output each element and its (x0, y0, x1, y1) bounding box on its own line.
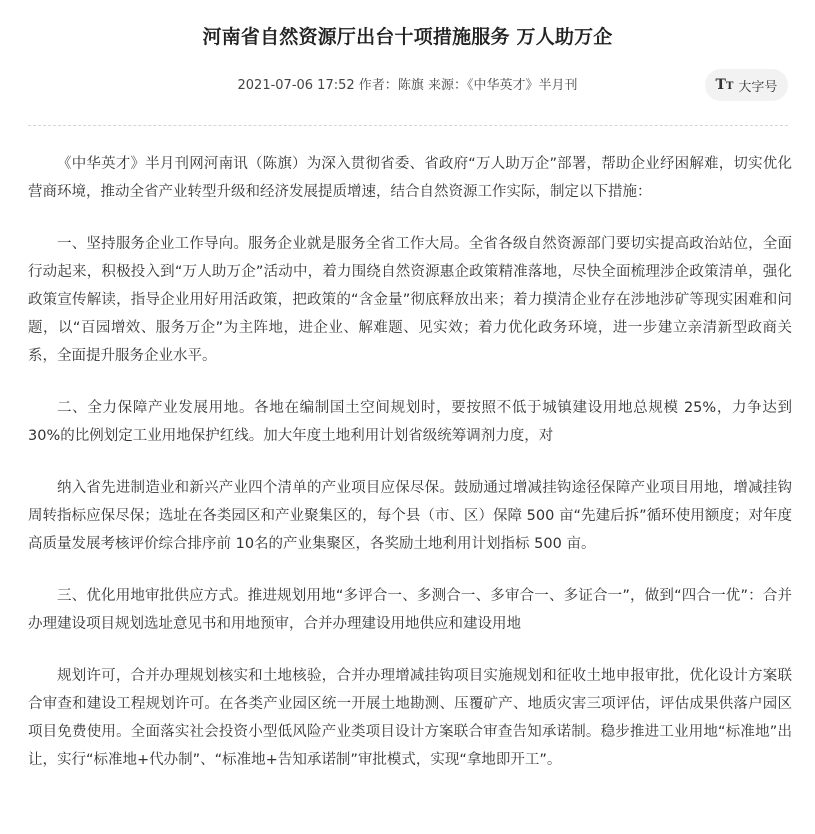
header-divider (28, 125, 788, 126)
font-size-toggle-label: 大字号 (738, 79, 778, 95)
paragraph: 纳入省先进制造业和新兴产业四个清单的产业项目应保尽保。鼓励通过增减挂钩途径保障产业项目用地，增减挂钩周转指标应保尽保；选址在各类园区和产业聚集区的，每个县（市、区）保障 500 亩“先建后拆”循环使用额度；对年度高质量发展考核评价综合排序前 10名的产业集聚区，各奖励土地利用计划指标 500 亩。 (28, 480, 792, 552)
article-body (28, 150, 792, 798)
paragraph: 三、优化用地审批供应方式。推进规划用地“多评合一、多测合一、多审合一、多证合一”，做到“四合一优”：合并办理建设项目规划选址意见书和用地预审，合并办理建设用地供应和建设用地 (28, 588, 792, 632)
paragraph: 二、全力保障产业发展用地。各地在编制国土空间规划时，要按照不低于城镇建设用地总规模 25%，力争达到 30%的比例划定工业用地保护红线。加大年度土地利用计划省级统筹调剂力度，对 (28, 400, 792, 444)
source-name: 《中华英才》半月刊 (466, 78, 578, 93)
article-meta (0, 74, 815, 93)
text-size-icon: TT (715, 77, 734, 93)
paragraph: 一、坚持服务企业工作导向。服务企业就是服务全省工作大局。全省各级自然资源部门要切实提高政治站位，全面行动起来，积极投入到“万人助万企”活动中，着力围绕自然资源惠企政策精准落地，尽快全面梳理涉企政策清单，强化政策宣传解读，指导企业用好用活政策，把政策的“含金量”彻底释放出来；着力摸清企业存在涉地涉矿等现实困难和问题，以“百园增效、服务万企”为主阵地，进企业、解难题、见实效；着力优化政务环境，进一步建立亲清新型政商关系，全面提升服务企业水平。 (28, 236, 792, 364)
paragraph: 规划许可，合并办理规划核实和土地核验，合并办理增减挂钩项目实施规划和征收土地申报审批，优化设计方案联合审查和建设工程规划许可。在各类产业园区统一开展土地勘测、压覆矿产、地质灾害三项评估，评估成果供落户园区项目免费使用。全面落实社会投资小型低风险产业类项目设计方案联合审查告知承诺制。稳步推进工业用地“标准地”出让，实行“标准地+代办制”、“标准地+告知承诺制”审批模式，实现“拿地即开工”。 (28, 668, 792, 768)
author-label: 作者： (358, 78, 398, 93)
source-label: 来源： (427, 78, 467, 93)
author-name: 陈旗 (397, 78, 424, 93)
paragraph: 《中华英才》半月刊网河南讯（陈旗）为深入贯彻省委、省政府“万人助万企”部署，帮助企业纾困解难，切实优化营商环境，推动全省产业转型升级和经济发展提质增速，结合自然资源工作实际，制定以下措施： (28, 156, 792, 200)
font-size-toggle-button[interactable] (705, 69, 788, 101)
publish-datetime: 2021-07-06 17:52 (237, 78, 355, 93)
article-title: 河南省自然资源厅出台十项措施服务 万人助万企 (202, 26, 613, 48)
